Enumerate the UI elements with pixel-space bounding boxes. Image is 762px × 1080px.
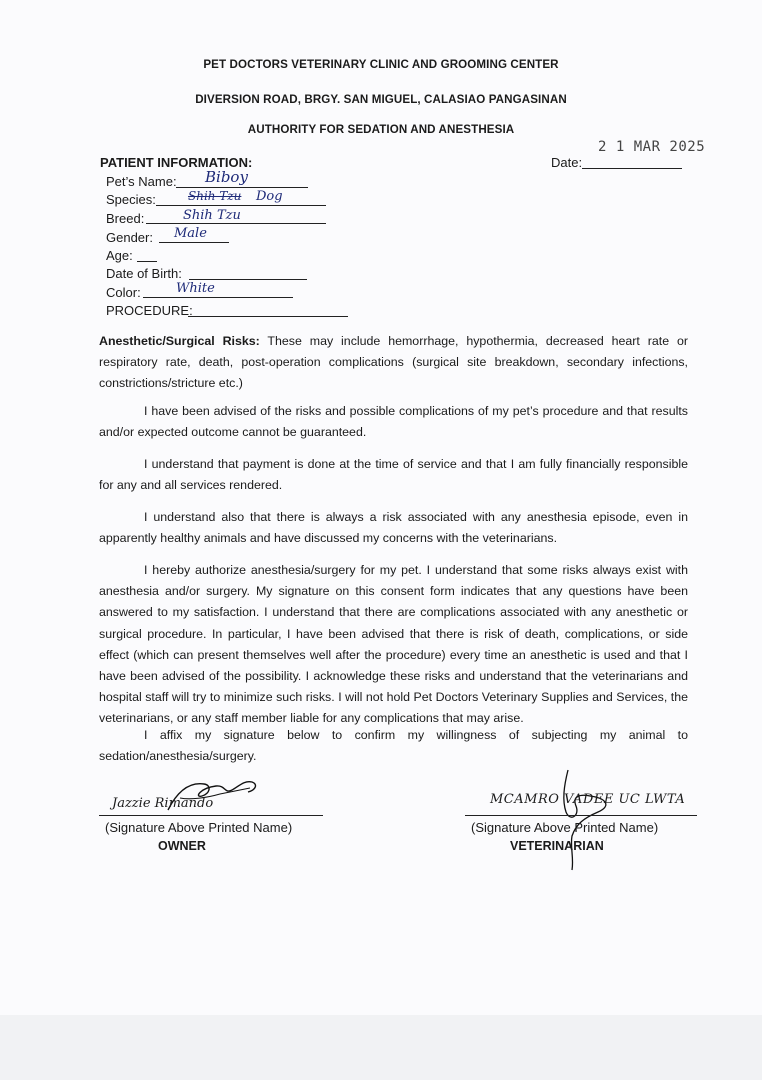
species-field[interactable] [156, 205, 326, 206]
payment-paragraph: I understand that payment is done at the time of service and that I am fully financially responsible for any and all services rendered. [99, 457, 688, 493]
vet-printed-name: MCAMRO VADEE UC LWTA [490, 792, 686, 807]
pet-name-field[interactable] [176, 187, 308, 188]
dob-label: Date of Birth: [106, 266, 182, 281]
owner-signature-caption: (Signature Above Printed Name) [105, 820, 293, 835]
owner-printed-name: Jazzie Rimando [112, 796, 214, 811]
date-stamp: 2 1 MAR 2025 [598, 139, 706, 155]
gender-field[interactable] [159, 242, 229, 243]
procedure-label: PROCEDURE: [106, 303, 193, 318]
risk-awareness-paragraph: I understand also that there is always a risk associated with any anesthesia episode, even in apparently healthy animals and have discussed my concerns with the veterinarians. [99, 510, 688, 546]
procedure-field[interactable] [188, 316, 348, 317]
pet-name-value: Biboy [205, 168, 248, 186]
breed-field[interactable] [146, 223, 326, 224]
date-field[interactable] [582, 168, 682, 169]
age-field[interactable] [137, 261, 157, 262]
patient-info-title: PATIENT INFORMATION: [100, 155, 253, 170]
owner-role-label: OWNER [158, 839, 206, 853]
dob-field[interactable] [189, 279, 307, 280]
risks-text: These may include hemorrhage, hypothermia, decreased heart rate or respiratory rate, death, post-operation complications (surgical site breakdown, secondary infections, constrictions/stricture etc.) [99, 334, 688, 391]
scan-margin [0, 1015, 762, 1080]
color-value: White [176, 281, 215, 296]
affix-signature-paragraph: I affix my signature below to confirm my willingness of subjecting my animal to sedation/anesthesia/surgery. [99, 728, 688, 764]
species-value: Dog [256, 189, 283, 204]
species-struck-value: Shih Tzu [188, 189, 242, 203]
breed-value: Shih Tzu [183, 208, 241, 223]
breed-label: Breed: [106, 211, 145, 226]
pet-name-label: Pet’s Name: [106, 174, 177, 189]
age-label: Age: [106, 248, 133, 263]
form-title: AUTHORITY FOR SEDATION AND ANESTHESIA [247, 123, 515, 136]
risks-heading: Anesthetic/Surgical Risks: [99, 334, 260, 348]
vet-role-label: VETERINARIAN [510, 839, 604, 853]
color-field[interactable] [143, 297, 293, 298]
color-label: Color: [106, 285, 141, 300]
vet-signature-line[interactable] [465, 815, 697, 816]
clinic-name: PET DOCTORS VETERINARY CLINIC AND GROOMING CENTER [203, 58, 559, 71]
date-label: Date: [551, 155, 583, 170]
vet-signature-caption: (Signature Above Printed Name) [471, 820, 659, 835]
risks-paragraph [99, 331, 688, 395]
clinic-address: DIVERSION ROAD, BRGY. SAN MIGUEL, CALASIAO PANGASINAN [195, 93, 567, 106]
gender-label: Gender: [106, 230, 153, 245]
owner-signature-line[interactable] [99, 815, 323, 816]
advised-paragraph: I have been advised of the risks and possible complications of my pet’s procedure and that results and/or expected outcome cannot be guaranteed. [99, 404, 688, 440]
gender-value: Male [174, 226, 207, 241]
species-label: Species: [106, 192, 156, 207]
authorization-paragraph: I hereby authorize anesthesia/surgery for my pet. I understand that some risks always exist with anesthesia and/or surgery. My signature on this consent form indicates that any questions have been answered to my satisfaction. I understand that there are complications associated with any anesthetic or surgical procedure. In particular, I have been advised that there is risk of death, complications, or side effect (which can present themselves well after the procedure) every time an anesthetic is used and that I have been advised of the possibility. I acknowledge these risks and understand that the veterinarians and hospital staff will try to minimize such risks. I will not hold Pet Doctors Veterinary Supplies and Services, the veterinarians, or any staff member liable for any complications that may arise. [99, 563, 688, 726]
